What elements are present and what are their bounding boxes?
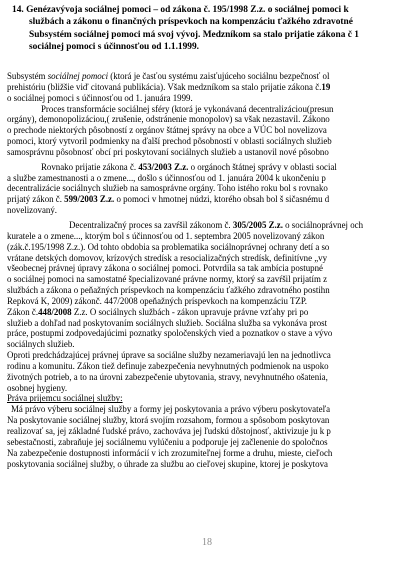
paragraph-transformation (7, 104, 414, 158)
text-line: všeobecnej právnej úpravy zákona o sociálnej pomoci. Potvrdila sa tak ambícia postupné (7, 263, 323, 274)
bold-text: 19 (321, 81, 331, 92)
text-line: životných potrieb, a to na úrovni zabezpečenie ubytovania, stravy, nevyhnutného ošatenia, (7, 371, 328, 382)
text-line (7, 194, 414, 205)
paragraph-law-453 (7, 162, 414, 216)
text-line: realizovať sa, jej základné ľudské právo, zachováva jej ľudskú dôstojnosť, aktivizuje ju k p (7, 426, 331, 436)
text-line: vrátane detských domovov, krízových stredísk a resocializačných stredísk, definitívne „vy (7, 252, 328, 263)
bold-text: 305/2005 Z.z. (232, 219, 283, 230)
text-line: novelizovaný. (7, 205, 58, 216)
paragraph-comparison (7, 350, 414, 393)
text-run: Zákon č. (7, 306, 39, 317)
text-line: kuratele a o zmene..., ktorým bol s účinnosťou od 1. septembra 2005 novelizovaný zákon (7, 230, 325, 241)
text-line: pomoci, ktorý vytvoril podmienky na ďalší prechod pôsobností v oblasti sociálnych služieb (7, 136, 332, 147)
text-run: o orgánoch štátnej správy v oblasti social (188, 161, 337, 172)
text-line: Na poskytovanie sociálnej služby, ktorá svojím rozsahom, formou a spôsobom poskytovan (7, 415, 330, 426)
text-run: o pomoci v hmotnej núdzi, ktorého obsah bol š sičasnému d (114, 194, 330, 205)
text-line: sebestačnosti, zabraňuje jej sociálnemu vylúčeniu a podporuje jej začlenenie do spoločnos (7, 436, 328, 447)
section-heading (12, 4, 414, 54)
text-line: službách a zákona o peňažných príspevkoch na kompenzáciu ťažkého zdravotného postihn (7, 285, 330, 296)
bold-text: 453/2003 Z.z. (138, 161, 189, 172)
page-number: 18 (202, 537, 212, 548)
paragraph-law-448 (7, 307, 414, 350)
text-line (7, 82, 414, 93)
text-line: o prechode niektorých pôsobností z orgánov štátnej správy na obce a VÚC bol novelizova (7, 125, 327, 136)
text-line: poskytovania sociálnej služby, o úhrade za službu ao cieľovej skupine, ktorej je poskytova (7, 458, 328, 469)
text-line (7, 162, 414, 173)
text-run: prehistóriu (bližšie viď citovaná publikácia). Však medzníkom sa stalo prijatie zákona č. (7, 81, 322, 92)
text-run: (ktorá je časťou systému zaisťujúceho sociálnu bezpečnosť ol (108, 71, 330, 81)
bold-text: 448/2008 (38, 306, 72, 317)
text-line: Proces transformácie sociálnej sféry (ktorá je vykonávaná decentralizáciou(presun (41, 103, 334, 114)
text-line: osobnej hygieny. (7, 382, 68, 393)
text-line: Oproti predchádzajúcej právnej úprave sa sociálne služby nezameriavajú len na jednotlivca (7, 350, 331, 361)
text-line: o sociálnej pomoci s účinnosťou od 1. januára 1999. (7, 92, 193, 103)
paragraph-subsystem (7, 71, 414, 104)
text-line: decentralizácie sociálnych služieb na samosprávne orgány. Toho istého roku bol s rovnako (7, 183, 328, 194)
text-run: Subsystém (7, 71, 48, 81)
text-run: Decentralizačný proces sa zavŕšil zákonom č. (69, 219, 233, 230)
text-line: sociálnych služieb. (7, 339, 75, 350)
text-line (7, 307, 414, 318)
text-line: a službe zamestnanosti a o zmene..., došlo s účinnosťou od 1. januára 2004 k ukončeniu p (7, 172, 326, 183)
paragraph-decentralization (7, 220, 414, 307)
text-line: orgány), demonopolizáciou,( zrušenie, odstránenie monopolov) sa však nezastavil. Zákono (7, 114, 330, 125)
text-run: Z.z. O sociálnych službách - zákon upravuje právne vzťahy pri po (71, 306, 309, 317)
rights-subheading: Práva prijemcu sociálnej služby: (7, 393, 123, 404)
text-line: Na zabezpečenie dostupnosti informácií v ich zrozumiteľnej forme a druhu, mieste, cieľoch (7, 447, 333, 458)
text-line: o sociálnej pomoci na samostatné špecializované právne normy, ktorý sa zavŕšil prijatím z (7, 274, 328, 285)
text-line: práce, postupmi zodpovedajúcimi poznatky spoločenských vied a poznatkov o stave a vývo (7, 328, 333, 339)
paragraph-recipient-rights (7, 393, 414, 469)
heading-line-4: sociálnej pomoci s účinnosťou od 1.1.1999. (29, 42, 200, 53)
text-line: Repková K, 2009) zákonč. 447/2008 opeňažných príspevkoch na kompenzáciu TZP. (7, 295, 308, 306)
text-line: Má právo výberu sociálnej služby a formy jej poskytovania a právo výberu poskytovateľa (11, 404, 331, 415)
text-run: o sociálnoprávnej och (282, 219, 364, 230)
text-line: rodinu a komunitu. Zákon tiež definuje zabezpečenia nevyhnutných podmienok na uspoko (7, 360, 329, 371)
heading-line-1: 14. Genézavývoja sociálnej pomoci – od zákona č. 195/1998 Z.z. o sociálnej pomoci k (12, 5, 349, 15)
emphasis-text: sociálnej pomoci (47, 71, 109, 81)
text-line (7, 71, 414, 82)
text-line: samosprávnu pôsobnosť obcí pri poskytovaní sociálnych služieb a ustanovil nové pôsobno (7, 146, 329, 157)
text-run: prijatý zákon č. (7, 194, 65, 205)
document-body (7, 71, 414, 469)
bold-text: 599/2003 Z.z. (64, 194, 115, 205)
heading-line-2: službách a zákonu o finančných príspevkoch na kompenzáciu ťažkého zdravotné (29, 17, 353, 28)
text-line: (zák.č.195/1998 Z.z.). Od tohto obdobia sa problematika sociálnoprávnej ochrany detí a so (7, 241, 330, 252)
text-line: služieb a dohľad nad poskytovaním sociálnych služieb. Sociálna služba sa vykonáva prost (7, 317, 328, 328)
text-line (7, 220, 414, 231)
heading-line-3: Subsystém sociálnej pomoci má svoj vývoj. Medzníkom sa stalo prijatie zákona č 1 (29, 29, 359, 40)
text-run: Rovnako prijatie zákona č. (41, 161, 139, 172)
